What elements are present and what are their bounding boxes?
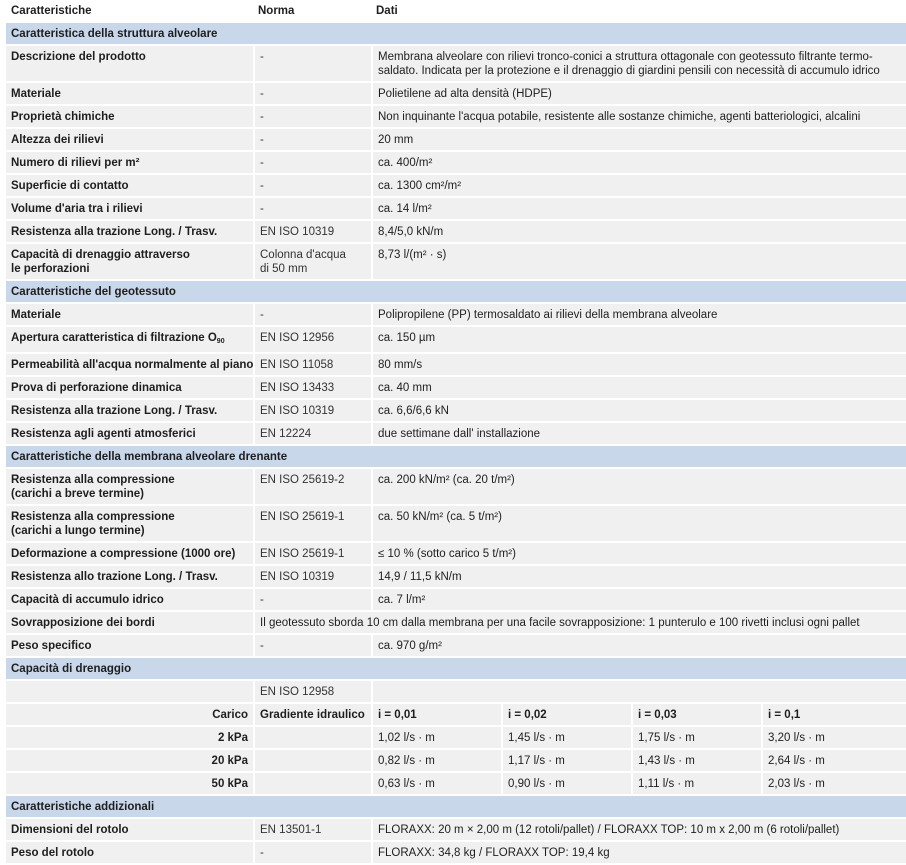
header-norma: Norma bbox=[253, 0, 371, 23]
row-dati: 14,9 / 11,5 kN/m bbox=[371, 566, 906, 589]
drainage-value: 1,45 l/s · m bbox=[501, 727, 631, 750]
row-norma: - bbox=[253, 175, 371, 198]
table-row bbox=[6, 400, 906, 423]
row-norma-line1: Colonna d'acqua bbox=[260, 249, 346, 261]
section-header bbox=[6, 23, 906, 46]
row-label: Deformazione a compressione (1000 ore) bbox=[6, 543, 253, 566]
row-label: Peso del rotolo bbox=[6, 842, 253, 865]
row-label: Materiale bbox=[6, 83, 253, 106]
row-norma: - bbox=[253, 635, 371, 658]
drainage-value: 2,03 l/s · m bbox=[761, 773, 906, 796]
row-dati: ca. 400/m² bbox=[371, 152, 906, 175]
row-label: Resistenza alla trazione Long. / Trasv. bbox=[6, 221, 253, 244]
row-label: Permeabilità all'acqua normalmente al piano bbox=[6, 354, 253, 377]
row-norma: - bbox=[253, 129, 371, 152]
row-dati: FLORAXX: 34,8 kg / FLORAXX TOP: 19,4 kg bbox=[371, 842, 906, 865]
row-dati: ca. 40 mm bbox=[371, 377, 906, 400]
table-row bbox=[6, 635, 906, 658]
table-row bbox=[6, 773, 906, 796]
section-header bbox=[6, 446, 906, 469]
row-dati bbox=[371, 46, 906, 83]
row-dati-empty bbox=[371, 681, 906, 704]
table-row bbox=[6, 354, 906, 377]
section-title: Capacità di drenaggio bbox=[6, 658, 906, 681]
drainage-value: 1,17 l/s · m bbox=[501, 750, 631, 773]
row-dati: ca. 14 l/m² bbox=[371, 198, 906, 221]
row-dati: due settimane dall' installazione bbox=[371, 423, 906, 446]
row-dati: ca. 50 kN/m² (ca. 5 t/m²) bbox=[371, 506, 906, 543]
table-row bbox=[6, 129, 906, 152]
row-label-subscript: 90 bbox=[216, 338, 225, 345]
row-label-line1: Resistenza alla compressione bbox=[11, 474, 175, 486]
row-label: Dimensioni del rotolo bbox=[6, 819, 253, 842]
table-row bbox=[6, 377, 906, 400]
row-dati-line1: Membrana alveolare con rilievi tronco-conici a struttura ottagonale con geotessuto filtrante termo- bbox=[378, 51, 873, 63]
drainage-value: 1,43 l/s · m bbox=[631, 750, 761, 773]
table-row bbox=[6, 506, 906, 543]
row-dati: 80 mm/s bbox=[371, 354, 906, 377]
row-label: Altezza dei rilievi bbox=[6, 129, 253, 152]
row-norma: EN ISO 12956 bbox=[253, 327, 371, 354]
drainage-value: 3,20 l/s · m bbox=[761, 727, 906, 750]
row-label-text: Apertura caratteristica di filtrazione O bbox=[11, 332, 217, 344]
table-row bbox=[6, 566, 906, 589]
row-label: Numero di rilievi per m² bbox=[6, 152, 253, 175]
drainage-value: 1,02 l/s · m bbox=[371, 727, 501, 750]
table-row bbox=[6, 612, 906, 635]
row-label-line2: le perforazioni bbox=[11, 263, 90, 275]
row-label: Superficie di contatto bbox=[6, 175, 253, 198]
load-label: 50 kPa bbox=[6, 773, 253, 796]
row-label: Proprietà chimiche bbox=[6, 106, 253, 129]
table-row bbox=[6, 727, 906, 750]
row-dati: 8,4/5,0 kN/m bbox=[371, 221, 906, 244]
drainage-value: 1,75 l/s · m bbox=[631, 727, 761, 750]
row-norma bbox=[253, 244, 371, 281]
load-label: 20 kPa bbox=[6, 750, 253, 773]
row-norma-empty bbox=[253, 750, 371, 773]
row-label: Resistenza allo trazione Long. / Trasv. bbox=[6, 566, 253, 589]
table-row bbox=[6, 819, 906, 842]
row-dati: ca. 7 l/m² bbox=[371, 589, 906, 612]
load-label: 2 kPa bbox=[6, 727, 253, 750]
table-row bbox=[6, 589, 906, 612]
row-norma-empty bbox=[253, 727, 371, 750]
row-label: Materiale bbox=[6, 304, 253, 327]
row-norma: EN 12224 bbox=[253, 423, 371, 446]
table-row bbox=[6, 175, 906, 198]
row-dati: Polietilene ad alta densità (HDPE) bbox=[371, 83, 906, 106]
table-row bbox=[6, 244, 906, 281]
row-label-line2: (carichi a lungo termine) bbox=[11, 525, 145, 537]
row-label: Resistenza alla trazione Long. / Trasv. bbox=[6, 400, 253, 423]
row-norma: - bbox=[253, 46, 371, 83]
section-header bbox=[6, 796, 906, 819]
row-label-line2: (carichi a breve termine) bbox=[11, 488, 144, 500]
row-dati: ca. 150 µm bbox=[371, 327, 906, 354]
row-norma: EN ISO 11058 bbox=[253, 354, 371, 377]
drainage-value: 0,63 l/s · m bbox=[371, 773, 501, 796]
section-title: Caratteristiche del geotessuto bbox=[6, 281, 906, 304]
section-title: Caratteristiche addizionali bbox=[6, 796, 906, 819]
row-norma: - bbox=[253, 198, 371, 221]
table-row bbox=[6, 750, 906, 773]
spec-table bbox=[6, 0, 906, 865]
gradient-label: Gradiente idraulico bbox=[253, 704, 371, 727]
gradient-col-1: i = 0,01 bbox=[371, 704, 501, 727]
drainage-value: 0,82 l/s · m bbox=[371, 750, 501, 773]
drainage-value: 1,11 l/s · m bbox=[631, 773, 761, 796]
row-label: Sovrapposizione dei bordi bbox=[6, 612, 253, 635]
gradient-col-2: i = 0,02 bbox=[501, 704, 631, 727]
row-norma: - bbox=[253, 106, 371, 129]
row-dati: 8,73 l/(m² · s) bbox=[371, 244, 906, 281]
row-norma: EN ISO 25619-1 bbox=[253, 543, 371, 566]
table-row bbox=[6, 469, 906, 506]
row-norma: - bbox=[253, 152, 371, 175]
table-row bbox=[6, 842, 906, 865]
row-label-line1: Capacità di drenaggio attraverso bbox=[11, 249, 190, 261]
row-dati: Non inquinante l'acqua potabile, resistente alle sostanze chimiche, agenti batteriologici, alcalini bbox=[371, 106, 906, 129]
row-dati: ≤ 10 % (sotto carico 5 t/m²) bbox=[371, 543, 906, 566]
row-label: Peso specifico bbox=[6, 635, 253, 658]
row-label bbox=[6, 327, 253, 354]
row-norma-empty bbox=[253, 773, 371, 796]
row-label-empty bbox=[6, 681, 253, 704]
section-header bbox=[6, 658, 906, 681]
row-norma: EN ISO 13433 bbox=[253, 377, 371, 400]
row-norma: EN 13501-1 bbox=[253, 819, 371, 842]
row-norma: EN ISO 25619-1 bbox=[253, 506, 371, 543]
row-dati-line2: saldato. Indicata per la protezione e il drenaggio di giardini pensili con necessità di accumulo idrico bbox=[378, 65, 880, 77]
header-dati: Dati bbox=[371, 0, 906, 23]
table-row bbox=[6, 221, 906, 244]
row-norma: EN ISO 10319 bbox=[253, 400, 371, 423]
row-dati: 20 mm bbox=[371, 129, 906, 152]
table-row bbox=[6, 304, 906, 327]
table-row bbox=[6, 681, 906, 704]
gradient-col-4: i = 0,1 bbox=[761, 704, 906, 727]
table-row bbox=[6, 152, 906, 175]
row-dati: ca. 6,6/6,6 kN bbox=[371, 400, 906, 423]
row-dati: FLORAXX: 20 m × 2,00 m (12 rotoli/pallet) / FLORAXX TOP: 10 m x 2,00 m (6 rotoli/pallet) bbox=[371, 819, 906, 842]
table-row bbox=[6, 106, 906, 129]
row-norma: - bbox=[253, 589, 371, 612]
row-label bbox=[6, 469, 253, 506]
row-norma-line2: di 50 mm bbox=[260, 263, 308, 275]
row-dati-span: Il geotessuto sborda 10 cm dalla membrana per una facile sovrapposizione: 1 punterulo e 100 rivetti inclusi ogni pallet bbox=[253, 612, 906, 635]
table-header bbox=[6, 0, 906, 23]
row-norma: EN ISO 25619-2 bbox=[253, 469, 371, 506]
row-label bbox=[6, 244, 253, 281]
table-row bbox=[6, 543, 906, 566]
row-label: Descrizione del prodotto bbox=[6, 46, 253, 83]
table-row bbox=[6, 423, 906, 446]
section-title: Caratteristica della struttura alveolare bbox=[6, 23, 906, 46]
row-norma: - bbox=[253, 842, 371, 865]
table-row bbox=[6, 46, 906, 83]
row-norma: EN ISO 12958 bbox=[253, 681, 371, 704]
row-label: Volume d'aria tra i rilievi bbox=[6, 198, 253, 221]
carico-label: Carico bbox=[6, 704, 253, 727]
row-dati: ca. 970 g/m² bbox=[371, 635, 906, 658]
drainage-header-row bbox=[6, 704, 906, 727]
drainage-value: 2,64 l/s · m bbox=[761, 750, 906, 773]
table-row bbox=[6, 327, 906, 354]
gradient-col-3: i = 0,03 bbox=[631, 704, 761, 727]
row-norma: EN ISO 10319 bbox=[253, 566, 371, 589]
row-norma: - bbox=[253, 304, 371, 327]
header-caratteristiche: Caratteristiche bbox=[6, 0, 253, 23]
row-label bbox=[6, 506, 253, 543]
section-header bbox=[6, 281, 906, 304]
section-title: Caratteristiche della membrana alveolare drenante bbox=[6, 446, 906, 469]
drainage-value: 0,90 l/s · m bbox=[501, 773, 631, 796]
row-norma: EN ISO 10319 bbox=[253, 221, 371, 244]
row-label: Resistenza agli agenti atmosferici bbox=[6, 423, 253, 446]
row-dati: ca. 200 kN/m² (ca. 20 t/m²) bbox=[371, 469, 906, 506]
row-norma: - bbox=[253, 83, 371, 106]
row-dati: Polipropilene (PP) termosaldato ai rilievi della membrana alveolare bbox=[371, 304, 906, 327]
table-row bbox=[6, 198, 906, 221]
row-label: Prova di perforazione dinamica bbox=[6, 377, 253, 400]
table-row bbox=[6, 83, 906, 106]
row-label: Capacità di accumulo idrico bbox=[6, 589, 253, 612]
row-dati: ca. 1300 cm²/m² bbox=[371, 175, 906, 198]
row-label-line1: Resistenza alla compressione bbox=[11, 511, 175, 523]
